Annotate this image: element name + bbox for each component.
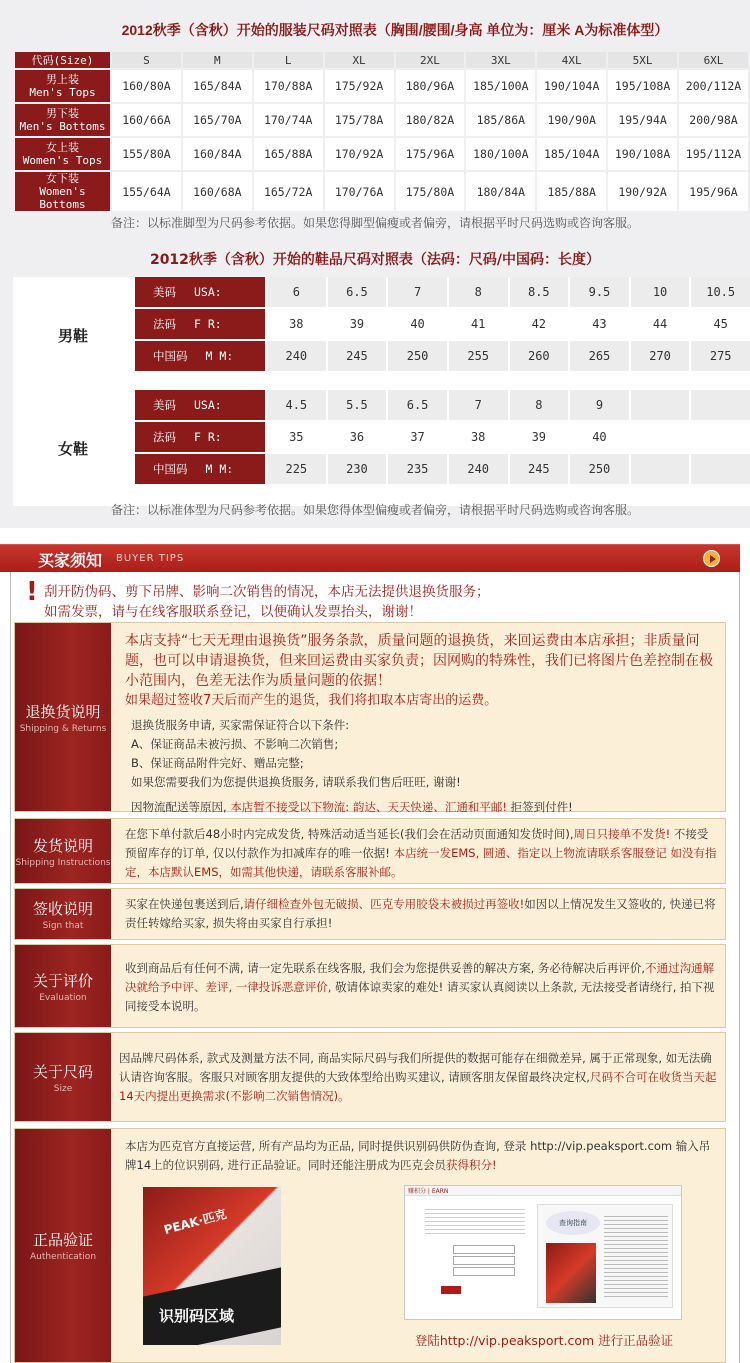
- table-cell: 8.5: [510, 277, 569, 307]
- form-row: [425, 1244, 525, 1255]
- returns-section: [14, 622, 726, 812]
- size-header-cell: L: [254, 52, 323, 68]
- mens-shoe-label: 男鞋: [57, 326, 88, 345]
- guide-text: [604, 1213, 668, 1299]
- womens-shoe-grid: [133, 388, 750, 486]
- shipping-header: [15, 819, 111, 883]
- size-header-cell: 2XL: [396, 52, 465, 68]
- table-cell: 8: [510, 390, 569, 420]
- row-label: 女下装 Women's Bottoms: [15, 172, 110, 211]
- shoe-row-cn: [135, 341, 750, 371]
- row-label: 女上装 Women's Tops: [15, 138, 110, 170]
- section-title: 正品验证: [32, 1231, 93, 1249]
- size-header-cell: S: [112, 52, 181, 68]
- guide-tag-picture: [546, 1243, 596, 1303]
- exclamation-icon: !: [26, 577, 38, 607]
- table-cell: 175/80A: [396, 172, 465, 211]
- table-cell: 250: [570, 454, 629, 484]
- clothing-chart-title: 2012秋季（含秋）开始的服装尺码对照表（胸围/腰围/身高 单位为：厘米 A为标准体型）: [121, 22, 669, 38]
- clothing-row-womens-tops: [15, 138, 748, 170]
- section-subtitle: Shipping & Returns: [19, 723, 107, 734]
- table-cell: 245: [328, 341, 387, 371]
- section-title: 发货说明: [32, 836, 93, 855]
- table-cell: 155/64A: [112, 172, 181, 211]
- table-cell: 45: [691, 309, 750, 339]
- size-code-header: 代码(Size): [15, 52, 110, 68]
- site-submit-button: [441, 1286, 461, 1294]
- table-cell: 160/66A: [112, 104, 181, 136]
- table-cell: 245: [510, 454, 569, 484]
- table-cell: 35: [267, 422, 326, 452]
- table-cell: 240: [267, 341, 326, 371]
- section-subtitle: Sign that: [42, 920, 84, 931]
- authentication-body: 本店为匹克官方直接运营, 所有产品均为正品, 同时提供识别码供防伪查询, 登录 http://vip.peaksport.com 输入吊牌14上的位识别码, 进行正品验证。同时还能注册成为匹克会员获得积分!: [125, 1139, 711, 1172]
- empty-cell: [691, 454, 750, 484]
- section-subtitle: Shipping Instructions: [15, 857, 111, 868]
- table-cell: 4.5: [267, 390, 326, 420]
- table-cell: 10.5: [691, 277, 750, 307]
- warning-line: 如需发票，请与在线客服联系登记，以便确认发票抬头，谢谢！: [44, 604, 422, 620]
- warning-line: 刮开防伪码、剪下吊牌、影响二次销售的情况，本店无法提供退换货服务；: [44, 584, 490, 600]
- mens-shoe-grid: [133, 275, 750, 373]
- table-cell: 40: [388, 309, 447, 339]
- table-cell: 195/96A: [679, 172, 748, 211]
- womens-shoe-table: [13, 390, 750, 506]
- returns-line: 如果您需要我们为您提供退换货服务, 请联系我们售后旺旺, 谢谢!: [131, 775, 461, 789]
- table-cell: 275: [691, 341, 750, 371]
- site-header-bar: 赚积分 | EARN: [405, 1186, 681, 1196]
- play-arrow-icon[interactable]: [703, 550, 720, 567]
- returns-line: B、保证商品附件完好、赠品完整;: [131, 756, 304, 770]
- table-cell: 7: [388, 277, 447, 307]
- brand-logo: PEAK·匹克: [162, 1206, 228, 1238]
- table-cell: 8: [449, 277, 508, 307]
- clothing-row-womens-bottoms: [15, 172, 748, 211]
- table-cell: 180/84A: [466, 172, 535, 211]
- section-title: 退换货说明: [25, 702, 101, 721]
- row-label: 法码 F R:: [135, 422, 265, 452]
- table-cell: 185/88A: [537, 172, 606, 211]
- evaluation-header: [15, 945, 111, 1027]
- table-cell: 190/104A: [537, 70, 606, 102]
- size-header-cell: 6XL: [679, 52, 748, 68]
- returns-logistics: 因物流配送等原因, 本店暂不接受以下物流: 韵达、天天快递、汇通和平邮! 拒签到付件!: [131, 800, 573, 814]
- evaluation-body: 收到商品后有任何不满, 请一定先联系在线客服, 我们会为您提供妥善的解决方案, 务必待解决后再评价,不通过沟通解决就给予中评、差评, 一律投诉恶意评价, 敬请体谅卖家的难处! 请买家认真阅读以上条款, 无法接受者请绕行, 拍下视同接受本说明。: [125, 961, 715, 1013]
- table-cell: 155/80A: [112, 138, 181, 170]
- site-intro-text: [425, 1206, 525, 1234]
- table-cell: 37: [388, 422, 447, 452]
- table-cell: 160/68A: [183, 172, 252, 211]
- sign-body: 买家在快递包裹送到后,请仔细检查外包无破损、匹克专用胶袋未被损过再签收!如因以上情况发生又签收的, 快递已将责任转嫁给买家, 损失将由买家自行承担!: [125, 897, 716, 930]
- table-cell: 7: [449, 390, 508, 420]
- row-label: 中国码 M M:: [135, 341, 265, 371]
- row-label: 法码 F R:: [135, 309, 265, 339]
- table-cell: 175/78A: [325, 104, 394, 136]
- id-code-area-label: 识别码区域: [159, 1307, 235, 1325]
- table-cell: 160/84A: [183, 138, 252, 170]
- table-cell: 195/108A: [608, 70, 677, 102]
- returns-line: 退换货服务申请, 买家需保证符合以下条件:: [131, 718, 350, 732]
- table-cell: 250: [388, 341, 447, 371]
- authentication-header: [15, 1129, 111, 1362]
- table-cell: 175/96A: [396, 138, 465, 170]
- clothing-row-mens-bottoms: [15, 104, 748, 136]
- size-header-cell: XL: [325, 52, 394, 68]
- table-cell: 180/100A: [466, 138, 535, 170]
- row-label: 美码 USA:: [135, 277, 265, 307]
- table-cell: 190/92A: [608, 172, 677, 211]
- returns-header: [15, 623, 111, 811]
- size-header-cell: 3XL: [466, 52, 535, 68]
- table-cell: 185/104A: [537, 138, 606, 170]
- size-header-cell: M: [183, 52, 252, 68]
- table-cell: 195/94A: [608, 104, 677, 136]
- shoe-note: 备注：以标准体型为尺码参考依据。如果您得体型偏瘦或者偏旁，请根据平时尺码选购或咨询客服。: [110, 503, 639, 517]
- table-cell: 42: [510, 309, 569, 339]
- form-row: [425, 1255, 525, 1266]
- table-cell: 170/88A: [254, 70, 323, 102]
- row-label: 男下装 Men's Bottoms: [15, 104, 110, 136]
- returns-policy: 本店支持“七天无理由退换货”服务条款，质量问题的退换货，来回运费由本店承担；非质量问题，也可以申请退换货，但来回运费由买家负责；因网购的特殊性，我们已将图片色差控制在极小范围内，色差无法作为质量问题的依据！: [125, 633, 713, 689]
- table-cell: 230: [328, 454, 387, 484]
- shoe-row-fr: [135, 422, 750, 452]
- table-cell: 270: [631, 341, 690, 371]
- table-cell: 38: [267, 309, 326, 339]
- empty-cell: [691, 422, 750, 452]
- table-cell: 170/76A: [325, 172, 394, 211]
- section-subtitle: Size: [53, 1083, 73, 1094]
- table-cell: 190/108A: [608, 138, 677, 170]
- section-title: 关于尺码: [32, 1062, 93, 1081]
- table-cell: 235: [388, 454, 447, 484]
- table-cell: 265: [570, 341, 629, 371]
- size-header: [15, 1033, 111, 1121]
- table-cell: 39: [328, 309, 387, 339]
- table-cell: 40: [570, 422, 629, 452]
- shoe-chart-title: 2012秋季（含秋）开始的鞋品尺码对照表（法码：尺码/中国码：长度）: [149, 252, 601, 268]
- empty-cell: [631, 390, 690, 420]
- shoe-row-us: [135, 277, 750, 307]
- table-cell: 38: [449, 422, 508, 452]
- empty-cell: [631, 422, 690, 452]
- section-subtitle: Evaluation: [39, 992, 87, 1003]
- buyer-tips-banner: [0, 544, 740, 572]
- table-cell: 9.5: [570, 277, 629, 307]
- table-cell: 165/70A: [183, 104, 252, 136]
- table-cell: 44: [631, 309, 690, 339]
- table-cell: 190/90A: [537, 104, 606, 136]
- sign-header: [15, 889, 111, 939]
- table-cell: 195/112A: [679, 138, 748, 170]
- table-cell: 260: [510, 341, 569, 371]
- id-code-tag-image: [143, 1187, 281, 1345]
- table-cell: 200/112A: [679, 70, 748, 102]
- table-cell: 5.5: [328, 390, 387, 420]
- table-cell: 185/100A: [466, 70, 535, 102]
- shoe-row-cn: [135, 454, 750, 484]
- verification-caption: 登陆http://vip.peaksport.com 进行正品验证: [414, 1333, 674, 1348]
- row-label: 中国码 M M:: [135, 454, 265, 484]
- clothing-header-row: [15, 52, 748, 68]
- table-cell: 240: [449, 454, 508, 484]
- table-cell: 175/92A: [325, 70, 394, 102]
- table-cell: 255: [449, 341, 508, 371]
- table-cell: 165/88A: [254, 138, 323, 170]
- site-login-form: [425, 1244, 525, 1277]
- table-cell: 6.5: [328, 277, 387, 307]
- section-subtitle: Authentication: [29, 1252, 97, 1262]
- sign-section: [14, 888, 726, 940]
- table-cell: 165/72A: [254, 172, 323, 211]
- buyer-tips-subtitle: BUYER TIPS: [116, 553, 185, 564]
- verification-site-screenshot: [404, 1185, 682, 1320]
- table-cell: 225: [267, 454, 326, 484]
- shipping-body: 在您下单付款后48小时内完成发货, 特殊活动适当延长(我们会在活动页面通知发货时间),周日只接单不发货! 不接受预留库存的订单, 仅以付款作为扣减库存的唯一依据! 本店统一发EMS, 圆通、指定以上物流请联系客服登记 如没有指定，本店默认EMS，如需其他快递，请联系客服补邮。: [125, 827, 717, 879]
- clothing-size-table: [13, 50, 750, 213]
- clothing-note: 备注：以标准脚型为尺码参考依据。如果您得脚型偏瘦或者偏旁，请根据平时尺码选购或咨询客服。: [110, 216, 639, 230]
- size-header-cell: 4XL: [537, 52, 606, 68]
- evaluation-section: [14, 944, 726, 1028]
- table-cell: 6.5: [388, 390, 447, 420]
- table-cell: 185/86A: [466, 104, 535, 136]
- shoe-row-us: [135, 390, 750, 420]
- returns-body: [125, 631, 717, 817]
- section-title: 签收说明: [32, 899, 93, 918]
- shoe-row-fr: [135, 309, 750, 339]
- form-row: [425, 1266, 525, 1277]
- shipping-section: [14, 818, 726, 884]
- returns-deduction: 如果超过签收7天后而产生的退货，我们将扣取本店寄出的运费。: [125, 693, 498, 708]
- table-cell: 160/80A: [112, 70, 181, 102]
- empty-cell: [631, 454, 690, 484]
- row-label: 美码 USA:: [135, 390, 265, 420]
- table-cell: 180/82A: [396, 104, 465, 136]
- table-cell: 170/74A: [254, 104, 323, 136]
- table-cell: 170/92A: [325, 138, 394, 170]
- guide-logo: 查询指南: [546, 1211, 600, 1235]
- size-section: [14, 1032, 726, 1122]
- table-cell: 39: [510, 422, 569, 452]
- womens-shoe-label: 女鞋: [57, 439, 88, 458]
- returns-line: A、保证商品未被污损、不影响二次销售;: [131, 737, 339, 751]
- table-cell: 10: [631, 277, 690, 307]
- row-label: 男上装 Men's Tops: [15, 70, 110, 102]
- table-cell: 43: [570, 309, 629, 339]
- size-body: 因品牌尺码体系, 款式及测量方法不同, 商品实际尺码与我们所提供的数据可能存在细微差异, 属于正常现象, 如无法确认请咨询客服。客服只对顾客朋友提供的大致体型给出购买建议, 请顾客朋友保留最终决定权,尺码不合可在收货当天起14天内提出更换需求(不影响二次销售情况)。: [119, 1051, 717, 1103]
- table-cell: 165/84A: [183, 70, 252, 102]
- section-title: 关于评价: [32, 971, 93, 990]
- clothing-row-mens-tops: [15, 70, 748, 102]
- table-cell: 6: [267, 277, 326, 307]
- size-header-cell: 5XL: [608, 52, 677, 68]
- table-cell: 41: [449, 309, 508, 339]
- buyer-tips-title: 买家须知: [38, 551, 103, 570]
- empty-cell: [691, 390, 750, 420]
- table-cell: 180/96A: [396, 70, 465, 102]
- table-cell: 200/98A: [679, 104, 748, 136]
- table-cell: 9: [570, 390, 629, 420]
- mens-shoe-table: [13, 277, 750, 393]
- site-guide-card: [537, 1204, 673, 1308]
- table-cell: 36: [328, 422, 387, 452]
